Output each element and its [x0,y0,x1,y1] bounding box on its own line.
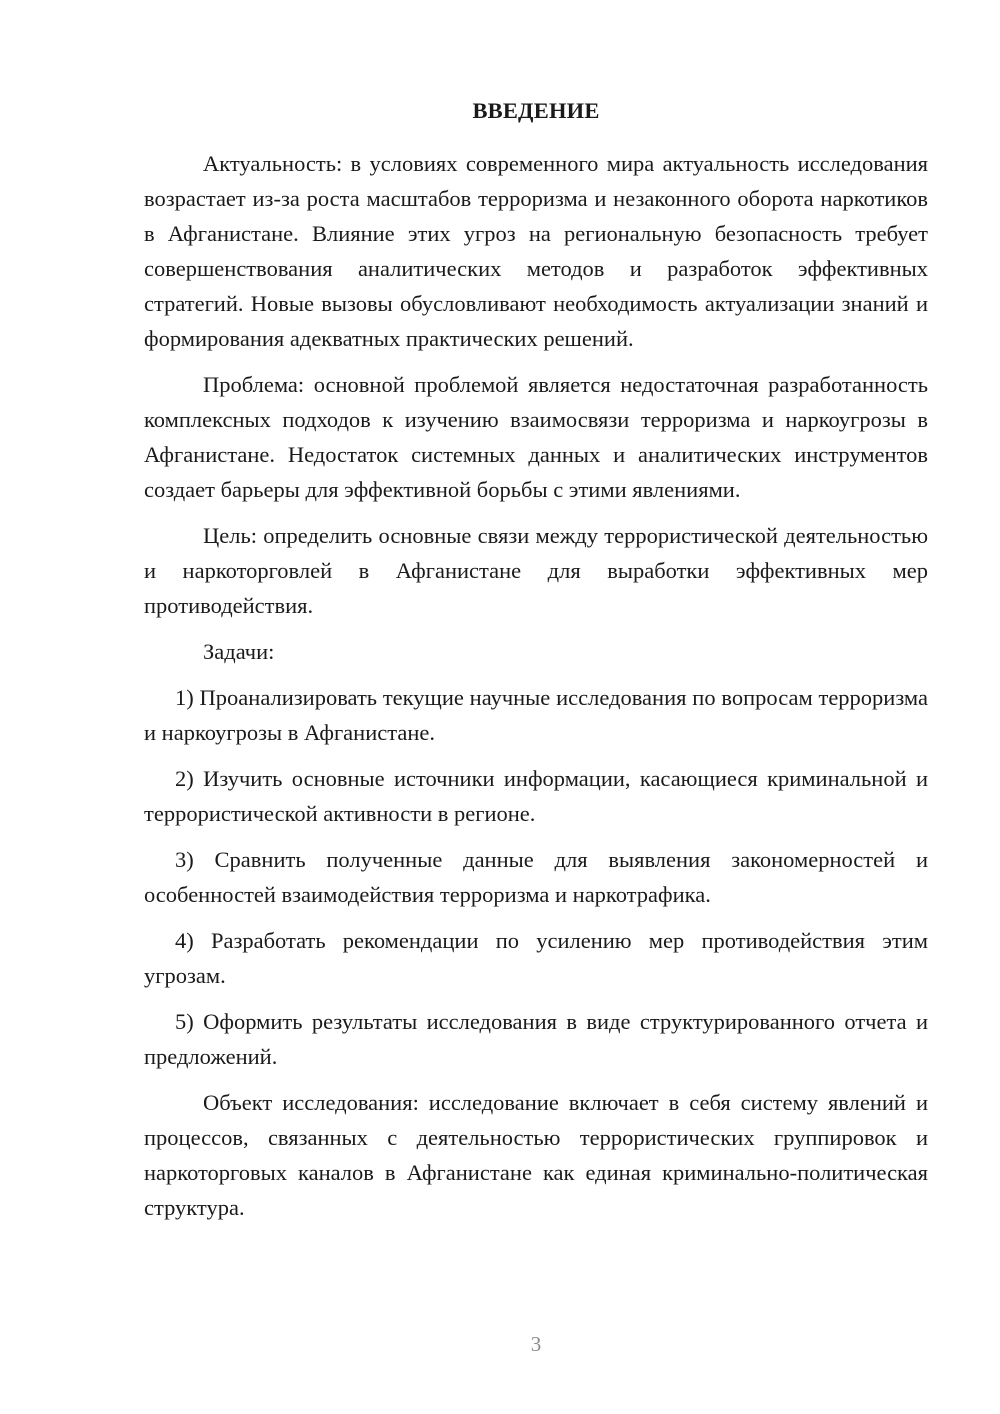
paragraph-problem: Проблема: основной проблемой является недостаточная разработанность комплексных подходов к изучению взаимосвязи терроризма и наркоугрозы в Афганистане. Недостаток системных данных и аналитических инструментов создает барьеры для эффективной борьбы с этими явлениями. [144,372,928,502]
task-item: 2) Изучить основные источники информации, касающиеся криминальной и террористической активности в регионе. [144,766,928,826]
paragraph-goal: Цель: определить основные связи между террористической деятельностью и наркоторговлей в Афганистане для выработки эффективных мер противодействия. [144,523,928,618]
task-item: 4) Разработать рекомендации по усилению мер противодействия этим угрозам. [144,928,928,988]
task-item: 3) Сравнить полученные данные для выявления закономерностей и особенностей взаимодействия терроризма и наркотрафика. [144,847,928,907]
paragraph-object: Объект исследования: исследование включает в себя систему явлений и процессов, связанных с деятельностью террористических группировок и наркоторговых каналов в Афганистане как единая криминально-политическая структура. [144,1090,928,1220]
task-item: 5) Оформить результаты исследования в виде структурированного отчета и предложений. [144,1009,928,1069]
paragraph-relevance: Актуальность: в условиях современного мира актуальность исследования возрастает из-за роста масштабов терроризма и незаконного оборота наркотиков в Афганистане. Влияние этих угроз на региональную безопасность требует совершенствования аналитических методов и разработок эффективных стратегий. Новые вызовы обусловливают необходимость актуализации знаний и формирования адекватных практических решений. [144,151,928,351]
page-body [144,96,928,1225]
task-item: 1) Проанализировать текущие научные исследования по вопросам терроризма и наркоугрозы в Афганистане. [144,685,928,745]
section-heading: ВВЕДЕНИЕ [472,98,600,123]
tasks-list [144,680,928,1074]
page-number: 3 [530,1332,542,1356]
tasks-label: Задачи: [203,639,275,664]
